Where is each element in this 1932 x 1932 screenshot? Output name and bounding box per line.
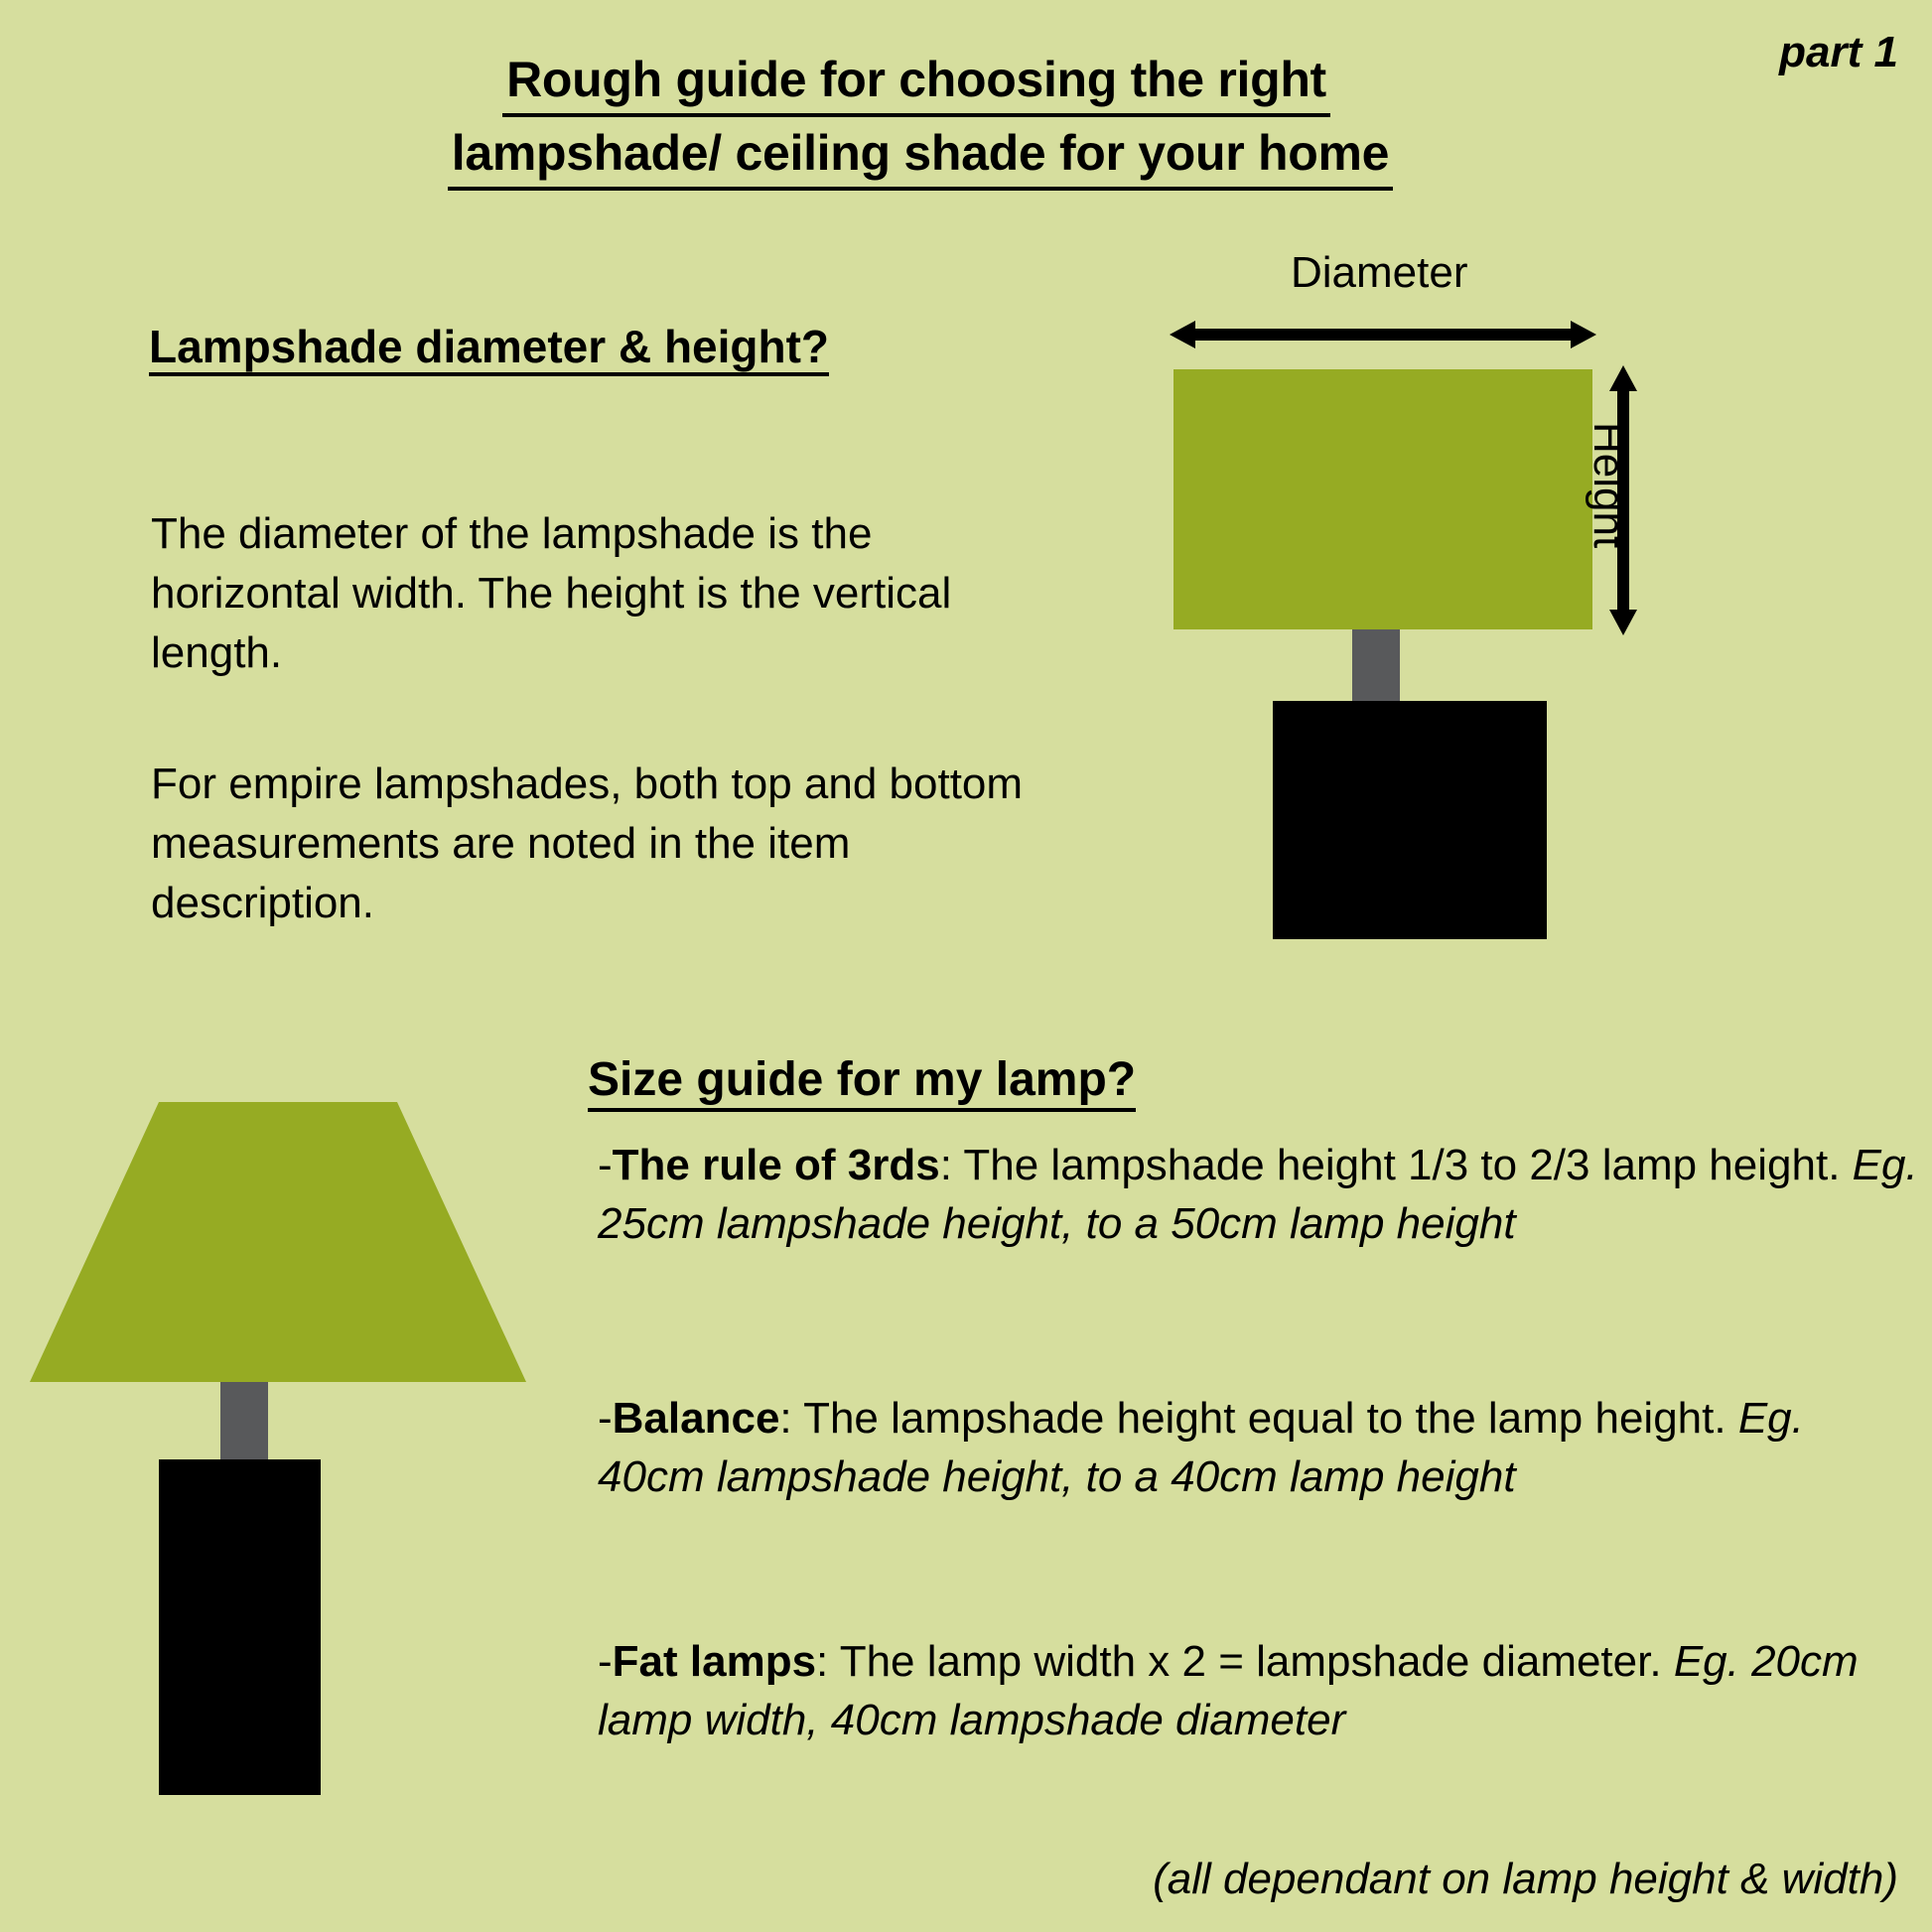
- section-2-heading: [588, 1052, 1136, 1107]
- bullet-body-3: : The lamp width x 2 = lampshade diameter.: [816, 1637, 1674, 1686]
- lamp-base-shape: [1273, 701, 1547, 939]
- lamp-diagram-measurements: [1132, 248, 1827, 1003]
- section-1-heading: [149, 318, 844, 376]
- bullet-example-3: Eg. 20cm lamp width, 40cm lampshade diameter: [598, 1637, 1859, 1744]
- bullet-term-3: Fat lamps: [612, 1637, 817, 1686]
- bullet-term-1: The rule of 3rds: [612, 1141, 940, 1189]
- bullet-term-2: Balance: [612, 1394, 780, 1443]
- lamp-base-shape-2: [159, 1459, 321, 1795]
- lamp-neck-shape-2: [220, 1382, 268, 1461]
- bullet-dash-1: -: [598, 1141, 613, 1189]
- bullet-body-2: : The lampshade height equal to the lamp height.: [779, 1394, 1738, 1443]
- bullet-example-1: Eg. 25cm lampshade height, to a 50cm lamp height: [598, 1141, 1918, 1248]
- bullet-dash-2: -: [598, 1394, 613, 1443]
- page-title: [0, 48, 1932, 191]
- section-2-heading-text: Size guide for my lamp?: [588, 1053, 1136, 1112]
- diameter-label: Diameter: [1291, 248, 1468, 297]
- size-guide-bullet-3: [598, 1633, 1918, 1749]
- part-label: part 1: [1779, 28, 1898, 76]
- lampshade-empire-shape: [30, 1102, 526, 1382]
- section-1-paragraph-1: The diameter of the lampshade is the horizontal width. The height is the vertical length.: [151, 509, 952, 677]
- bullet-example-2: Eg. 40cm lampshade height, to a 40cm lamp height: [598, 1394, 1804, 1501]
- height-label: Height: [1585, 422, 1633, 549]
- lamp-neck-shape: [1352, 629, 1400, 701]
- page-title-line-2: lampshade/ ceiling shade for your home: [448, 121, 1393, 191]
- diameter-arrow-icon: [1170, 320, 1596, 349]
- lampshade-drum-shape: [1173, 369, 1592, 629]
- bullet-body-1: : The lampshade height 1/3 to 2/3 lamp height.: [939, 1141, 1853, 1189]
- section-1-heading-text: Lampshade diameter & height?: [149, 321, 829, 376]
- section-1-paragraph-2: For empire lampshades, both top and bottom measurements are noted in the item description.: [151, 759, 1024, 927]
- lamp-illustration: [30, 1102, 546, 1886]
- bullet-dash-3: -: [598, 1637, 613, 1686]
- footnote: (all dependant on lamp height & width): [1153, 1855, 1898, 1903]
- size-guide-bullet-1: [598, 1137, 1918, 1253]
- page-title-line-1: Rough guide for choosing the right: [502, 48, 1330, 117]
- size-guide-bullet-2: [598, 1390, 1918, 1506]
